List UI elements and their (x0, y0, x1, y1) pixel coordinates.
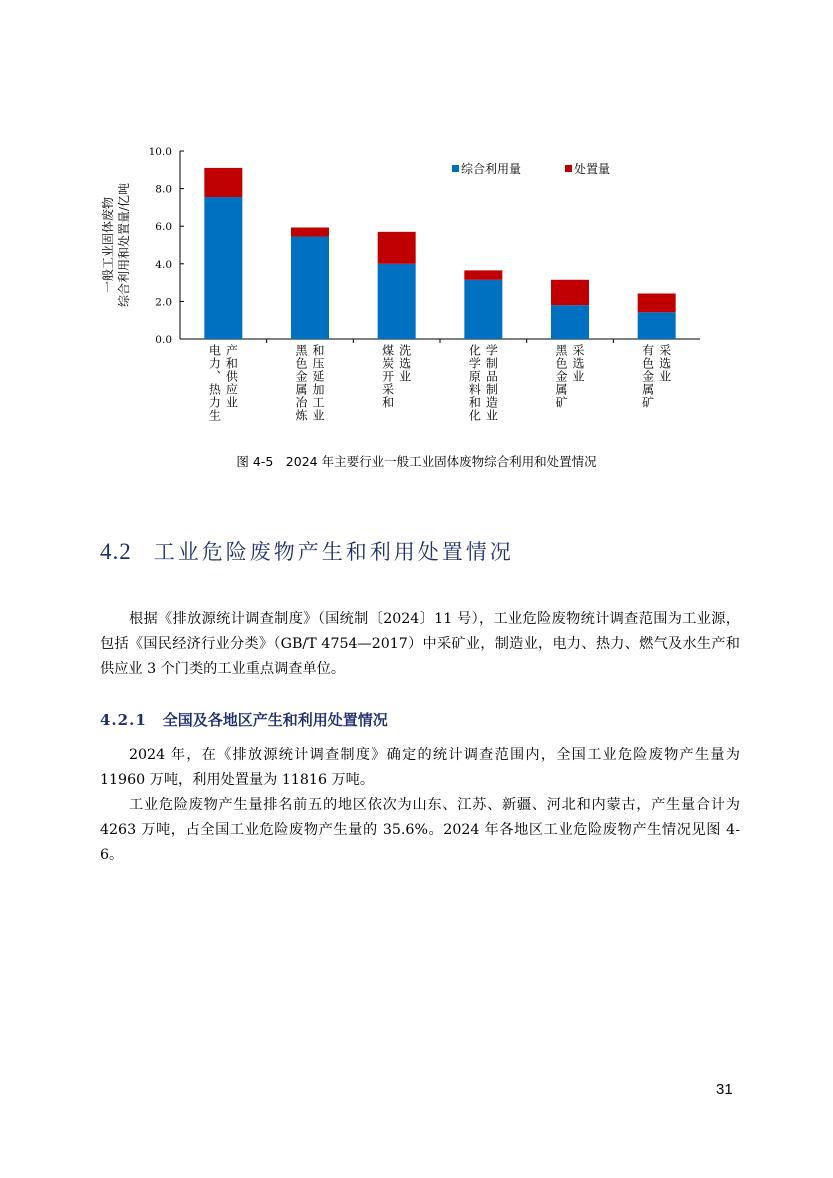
paragraph-regional: 工业危险废物产生量排名前五的地区依次为山东、江苏、新疆、河北和内蒙古，产生量合计为 4263 万吨，占全国工业危险废物产生量的 35.6%。2024 年各地区工业危险废物产生情况见图 4-6。 (100, 797, 740, 863)
legend-item (565, 161, 610, 176)
paragraph-scope: 根据《排放源统计调查制度》（国统制〔2024〕11 号），工业危险废物统计调查范围为工业源，包括《国民经济行业分类》（GB/T 4754—2017）中采矿业，制造业，电力、热力、燃气及水生产和供应业 3 个门类的工业重点调查单位。 (100, 611, 740, 677)
x-tick-label-line: 采选业 (657, 344, 672, 383)
section-title: 工业危险废物产生和利用处置情况 (153, 540, 514, 564)
x-tick-label-line: 学制品制造业 (484, 344, 499, 422)
y-tick-label: 2.0 (155, 296, 172, 309)
subsection-title: 全国及各地区产生和利用处置情况 (162, 711, 388, 729)
x-tick-label (381, 343, 412, 409)
chart-legend (452, 161, 610, 176)
legend-label: 综合利用量 (461, 162, 522, 176)
x-tick-label-line: 有色金属矿 (640, 344, 655, 409)
x-tick-label-line: 黑色金属矿 (554, 344, 568, 409)
legend-label: 处置量 (574, 162, 611, 176)
subsection-heading (100, 709, 388, 730)
x-axis-labels (207, 343, 671, 422)
bars-group (204, 168, 675, 343)
legend-swatch (452, 165, 459, 172)
bar-disposal (551, 280, 589, 305)
section-number: 4.2 (100, 539, 132, 564)
y-tick-label: 0.0 (155, 334, 172, 346)
bar-utilization (204, 197, 242, 339)
stacked-bar-chart (0, 0, 833, 440)
y-tick-label: 10.0 (148, 146, 172, 158)
y-axis-title-line: 综合利用和处置量/亿吨 (117, 182, 131, 308)
figure-caption: 图 4-5 2024 年主要行业一般工业固体废物综合利用和处置情况 (236, 454, 597, 469)
x-tick-label-line: 黑色金属冶炼 (294, 344, 308, 422)
bar-disposal (638, 294, 676, 313)
bar-utilization (378, 264, 416, 339)
bar-utilization (291, 237, 329, 339)
x-tick-label (467, 344, 498, 422)
paragraph-national: 2024 年，在《排放源统计调查制度》确定的统计调查范围内，全国工业危险废物产生量为 11960 万吨，利用处置量为 11816 万吨。 (100, 747, 740, 788)
bar-utilization (551, 305, 589, 339)
x-tick-label-line: 洗选业 (397, 344, 412, 383)
subsection-number: 4.2.1 (100, 711, 147, 729)
x-tick-label-line: 和压延加工业 (311, 344, 325, 422)
x-tick-label (554, 344, 585, 409)
y-axis-title (100, 183, 131, 307)
bar-utilization (638, 312, 676, 339)
bar-disposal (204, 168, 242, 197)
y-tick-label: 8.0 (155, 183, 172, 196)
x-tick-label (207, 343, 238, 422)
page-number: 31 (716, 1081, 733, 1098)
x-tick-label (294, 344, 325, 422)
x-tick-label-line: 产和供应业 (224, 344, 239, 409)
x-tick-label (641, 344, 672, 409)
x-tick-label-line: 电力、热力生 (207, 344, 222, 422)
bar-disposal (464, 270, 502, 279)
x-tick-label-line: 采选业 (571, 344, 585, 383)
bar-disposal (378, 232, 416, 264)
legend-item (452, 161, 521, 176)
x-tick-label-line: 煤炭开采和 (380, 344, 395, 409)
y-tick-label: 4.0 (155, 258, 172, 271)
section-heading (100, 536, 514, 566)
y-tick-label: 6.0 (155, 221, 172, 234)
bar-utilization (464, 280, 502, 339)
x-tick-label-line: 化学原料和化 (467, 344, 482, 422)
y-axis-title-line: 一般工业固体废物 (101, 196, 115, 294)
bar-disposal (291, 228, 329, 237)
legend-swatch (565, 165, 572, 172)
